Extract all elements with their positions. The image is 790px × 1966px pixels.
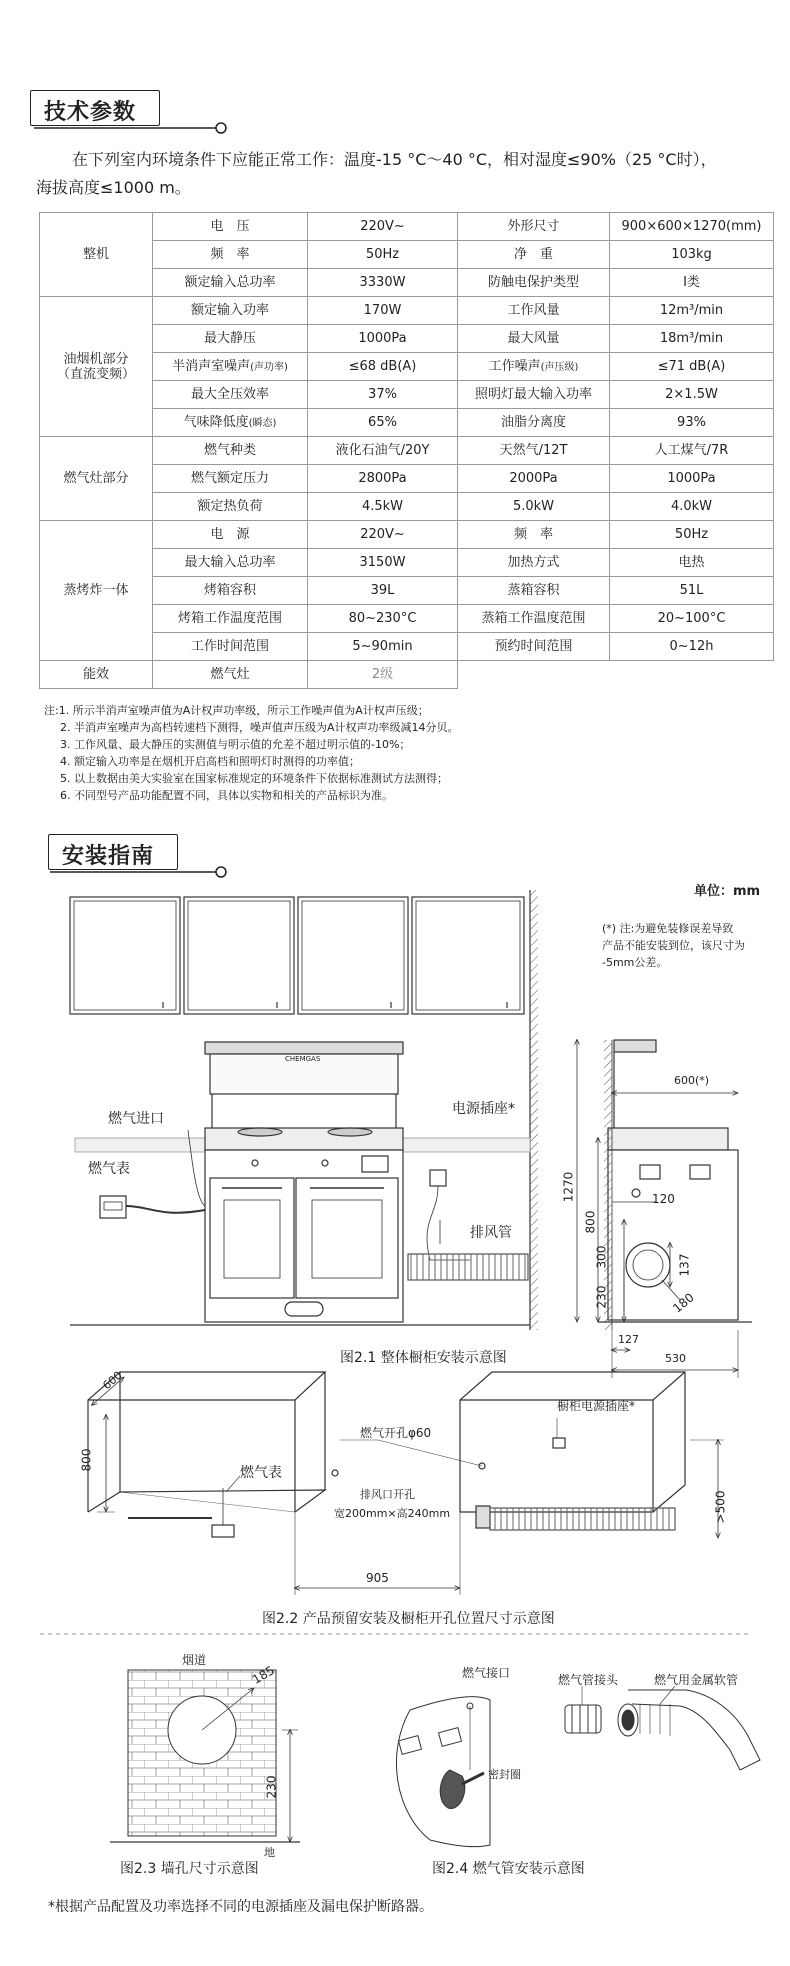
dim-127: 127 (618, 1333, 639, 1346)
ground-label: 地 (264, 1846, 275, 1859)
table-cell: 900×600×1270(mm) (610, 213, 774, 241)
dim-600: 600(*) (674, 1074, 710, 1087)
table-cell: 2800Pa (308, 465, 458, 493)
dim-530: 530 (665, 1352, 686, 1365)
table-cell: 电 源 (153, 521, 308, 549)
group-stove: 燃气灶部分 (40, 437, 153, 521)
table-cell: 37% (308, 381, 458, 409)
fig3-wall-hole (110, 1670, 300, 1842)
table-cell: ≤71 dB(A) (610, 353, 774, 381)
table-cell: 最大全压效率 (153, 381, 308, 409)
fig2-caption: 图2.2 产品预留安装及橱柜开孔位置尺寸示意图 (262, 1611, 555, 1627)
table-cell: 预约时间范围 (458, 633, 610, 661)
exhaust-hole-label-1: 排风口开孔 (360, 1488, 415, 1501)
table-cell: 5.0kW (458, 493, 610, 521)
fig1-caption: 图2.1 整体橱柜安装示意图 (340, 1350, 507, 1366)
dim-800: 800 (583, 1210, 598, 1234)
table-cell: 最大输入总功率 (153, 549, 308, 577)
table-cell: 220V~ (308, 213, 458, 241)
group-oven: 蒸烤炸一体 (40, 521, 153, 661)
table-cell: 2000Pa (458, 465, 610, 493)
cell-sub: (瞬态) (248, 417, 277, 429)
cell-main: 工作噪声 (488, 358, 541, 374)
table-cell: 0~12h (610, 633, 774, 661)
table-cell: 额定热负荷 (153, 493, 308, 521)
table-cell: 频 率 (153, 241, 308, 269)
table-cell: 防触电保护类型 (458, 269, 610, 297)
table-cell: 额定输入功率 (153, 297, 308, 325)
table-cell: 额定输入总功率 (153, 269, 308, 297)
table-cell: 3150W (308, 549, 458, 577)
dim-1270: 1270 (561, 1171, 576, 1203)
table-cell: 频 率 (458, 521, 610, 549)
exhaust-hole-label-2: 宽200mm×高240mm (334, 1507, 451, 1520)
table-cell: 工作风量 (458, 297, 610, 325)
dim-800: 800 (79, 1448, 94, 1472)
cell-main: 半消声室噪声 (172, 358, 251, 374)
note-line: 3. 工作风量、最大静压的实测值与明示值的允差不超过明示值的-10%； (60, 738, 411, 751)
gas-port-label: 燃气接口 (462, 1666, 511, 1680)
footnote: *根据产品配置及功率选择不同的电源插座及漏电保护断路器。 (48, 1899, 433, 1915)
fig1-note-3: -5mm公差。 (602, 956, 668, 969)
table-cell: 照明灯最大输入功率 (458, 381, 610, 409)
table-cell: 93% (610, 409, 774, 437)
table-cell: 净 重 (458, 241, 610, 269)
dim-500: >500 (713, 1490, 728, 1524)
hose-label: 燃气用金属软管 (654, 1673, 739, 1687)
table-cell: 5~90min (308, 633, 458, 661)
table-cell: 4.0kW (610, 493, 774, 521)
gas-inlet-label: 燃气进口 (108, 1111, 164, 1127)
table-cell: 4.5kW (308, 493, 458, 521)
group-hood-line1: 油烟机部分 (63, 351, 129, 367)
table-cell: 2级 (308, 661, 458, 689)
cell-sub: (声功率) (250, 361, 288, 373)
table-cell: 燃气额定压力 (153, 465, 308, 493)
table-cell: 1000Pa (610, 465, 774, 493)
fig4-caption: 图2.4 燃气管安装示意图 (432, 1861, 585, 1877)
table-cell: 蒸箱工作温度范围 (458, 605, 610, 633)
brand-logo: CHEMGAS (285, 1055, 321, 1063)
unit-label: 单位：mm (694, 884, 761, 899)
table-cell: 燃气种类 (153, 437, 308, 465)
table-cell: 液化石油气/20Y (308, 437, 458, 465)
table-cell: ≤68 dB(A) (308, 353, 458, 381)
section-title-text: 安装指南 (62, 844, 155, 869)
section-title-text: 技术参数 (44, 100, 137, 125)
table-cell: 加热方式 (458, 549, 610, 577)
exhaust-pipe-label: 排风管 (470, 1225, 512, 1241)
table-cell: 39L (308, 577, 458, 605)
dim-120: 120 (652, 1192, 675, 1206)
table-cell: 油脂分离度 (458, 409, 610, 437)
fig3-caption: 图2.3 墙孔尺寸示意图 (120, 1861, 259, 1877)
connector-label: 燃气管接头 (558, 1673, 619, 1687)
table-cell: 燃气灶 (153, 661, 308, 689)
group-whole: 整机 (40, 213, 153, 297)
intro-line-1: 在下列室内环境条件下应能正常工作：温度-15 °C～40 °C，相对湿度≤90%（25 °C时）， (72, 150, 717, 169)
seal-label: 密封圈 (488, 1768, 521, 1781)
note-line: 注:1. 所示半消声室噪声值为A计权声功率级，所示工作噪声值为A计权声压级； (44, 704, 429, 717)
dim-180: 180 (670, 1290, 697, 1316)
dim-137: 137 (677, 1253, 692, 1277)
table-cell: 电 压 (153, 213, 308, 241)
dim-300: 300 (594, 1245, 609, 1269)
power-socket-label: 电源插座* (452, 1101, 515, 1117)
cell-main: 气味降低度 (183, 414, 249, 430)
dim-185: 185 (250, 1663, 277, 1687)
table-cell: 外形尺寸 (458, 213, 610, 241)
table-cell: 80~230°C (308, 605, 458, 633)
table-cell: 50Hz (308, 241, 458, 269)
note-line: 5. 以上数据由美大实验室在国家标准规定的环境条件下依据标准测试方法测得； (60, 772, 448, 785)
dim-905: 905 (366, 1571, 389, 1585)
cell-sub: (声压级) (540, 361, 579, 373)
table-cell: 工作时间范围 (153, 633, 308, 661)
table-cell: 最大静压 (153, 325, 308, 353)
dim-230: 230 (594, 1285, 609, 1309)
table-cell: 2×1.5W (610, 381, 774, 409)
upper-cabinets (70, 897, 524, 1014)
table-cell: 220V~ (308, 521, 458, 549)
table-cell: 170W (308, 297, 458, 325)
flue-label: 烟道 (182, 1653, 207, 1667)
table-cell: 电热 (610, 549, 774, 577)
note-line: 2. 半消声室噪声为高档转速档下测得，噪声值声压级为A计权声功率级减14分贝。 (60, 721, 459, 734)
table-cell: 最大风量 (458, 325, 610, 353)
cabinet-socket-label: 橱柜电源插座* (557, 1399, 636, 1413)
table-cell: 65% (308, 409, 458, 437)
table-cell: 51L (610, 577, 774, 605)
note-line: 6. 不同型号产品功能配置不同，具体以实物和相关的产品标识为准。 (60, 789, 393, 802)
table-cell: 103kg (610, 241, 774, 269)
table-cell: 50Hz (610, 521, 774, 549)
table-cell: 20~100°C (610, 605, 774, 633)
fig4-gas-pipe (396, 1686, 760, 1847)
table-cell: 烤箱容积 (153, 577, 308, 605)
table-cell: 人工煤气/7R (610, 437, 774, 465)
table-cell: 蒸箱容积 (458, 577, 610, 605)
table-cell: Ⅰ类 (610, 269, 774, 297)
gas-meter-label: 燃气表 (88, 1161, 130, 1177)
table-cell: 3330W (308, 269, 458, 297)
note-line: 4. 额定输入功率是在烟机开启高档和照明灯时测得的功率值； (60, 755, 360, 768)
group-energy: 能效 (40, 661, 153, 689)
dim-230: 230 (264, 1775, 279, 1799)
table-cell: 烤箱工作温度范围 (153, 605, 308, 633)
table-cell: 18m³/min (610, 325, 774, 353)
group-hood-line2: （直流变频） (56, 366, 135, 382)
fig1-note-2: 产品不能安装到位，该尺寸为 (602, 939, 745, 952)
table-cell: 12m³/min (610, 297, 774, 325)
fig1-note-1: (*) 注:为避免装修误差导致 (602, 922, 734, 935)
dim-600: 600 (100, 1368, 125, 1393)
gas-hole-label: 燃气开孔φ60 (360, 1426, 432, 1440)
table-cell: 1000Pa (308, 325, 458, 353)
table-cell: 天然气/12T (458, 437, 610, 465)
intro-line-2: 海拔高度≤1000 m。 (36, 178, 191, 197)
fig2-gas-meter-label: 燃气表 (240, 1465, 282, 1481)
